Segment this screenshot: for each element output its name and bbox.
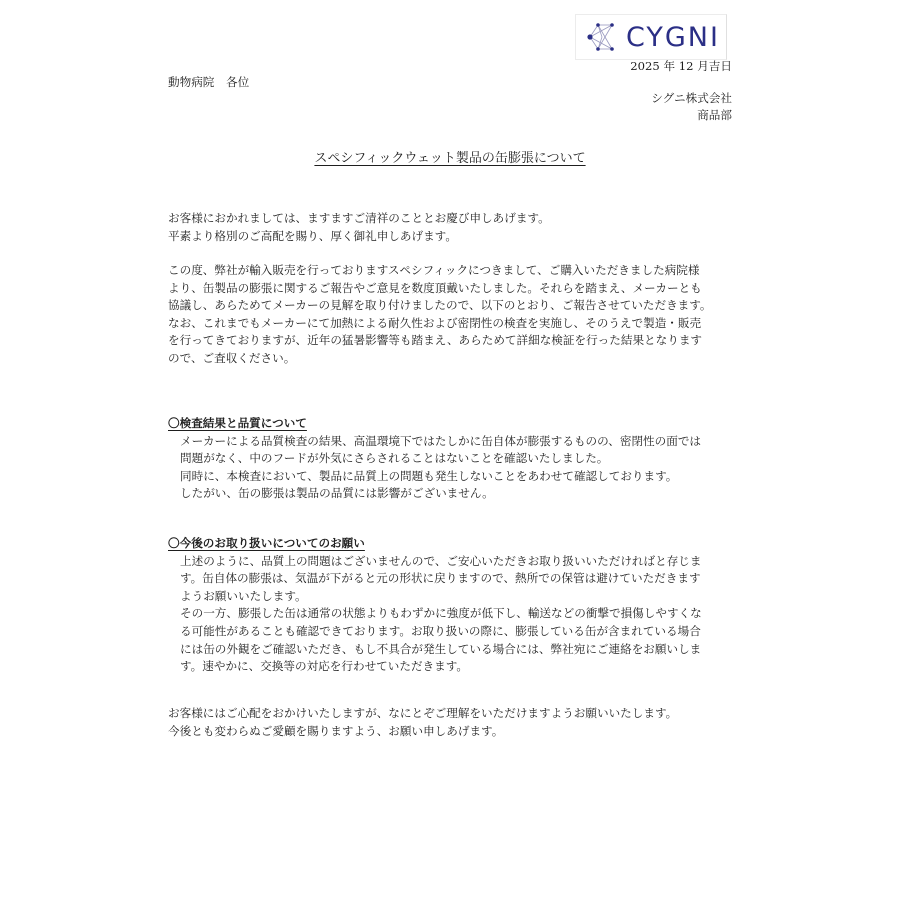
greeting-line: お客様におかれましては、ますますご清祥のこととお慶び申しあげます。 — [168, 211, 550, 225]
intro-line: ので、ご査収ください。 — [168, 350, 296, 365]
section-line: には缶の外観をご確認いただき、もし不具合が発生している場合には、弊社宛にご連絡をお願いしま — [180, 641, 702, 656]
document-title-text: スペシフィックウェット製品の缶膨張について — [314, 151, 586, 166]
section-line: 上述のように、品質上の問題はございませんので、ご安心いただきお取り扱いいただければと存じま — [180, 553, 702, 568]
intro-paragraph — [168, 262, 738, 368]
closing-line: 今後とも変わらぬご愛顧を賜りますよう、お願い申しあげます。 — [168, 723, 504, 738]
section-handling — [168, 535, 738, 676]
intro-line: なお、これまでもメーカーにて加熱による耐久性および密閉性の検査を実施し、そのうえで製造・販売 — [168, 315, 702, 330]
sender-department: 商品部 — [697, 108, 732, 122]
section-line: ようお願いいたします。 — [180, 588, 307, 603]
closing-line: お客様にはご心配をおかけいたしますが、なにとぞご理解をいただけますようお願いいたします。 — [168, 706, 678, 720]
logo-wordmark: CYGNI — [626, 21, 720, 53]
greeting-line: 平素より格別のご高配を賜り、厚く御礼申しあげます。 — [168, 228, 457, 243]
section-line: る可能性があることも確認できております。お取り扱いの際に、膨張している缶が含まれている場合 — [180, 623, 701, 638]
section-line: 問題がなく、中のフードが外気にさらされることはないことを確認いたしました。 — [180, 451, 609, 466]
closing-paragraph — [168, 705, 738, 740]
issue-date: 2025 年 12 月吉日 — [630, 59, 732, 73]
section-line: 同時に、本検査において、製品に品質上の問題も発生しないことをあわせて確認しております。 — [180, 468, 678, 483]
section-quality — [168, 415, 738, 503]
constellation-icon — [586, 21, 618, 53]
section-heading: 〇今後のお取り扱いについてのお願い — [168, 536, 365, 550]
intro-line: この度、弊社が輸入販売を行っておりますスペシフィックにつきまして、ご購入いただきました病院様 — [168, 263, 700, 277]
intro-line: より、缶製品の膨張に関するご報告やご意見を数度頂戴いたしました。それらを踏まえ、メーカーとも — [168, 280, 702, 295]
addressee: 動物病院 各位 — [168, 75, 250, 89]
section-line: す。速やかに、交換等の対応を行わせていただきます。 — [180, 659, 468, 674]
company-logo — [575, 14, 727, 60]
section-line: メーカーによる品質検査の結果、高温環境下ではたしかに缶自体が膨張するものの、密閉性の面では — [180, 433, 702, 448]
section-line: その一方、膨張した缶は通常の状態よりもわずかに強度が低下し、輸送などの衝撃で損傷しやすくな — [180, 606, 702, 621]
section-heading: 〇検査結果と品質について — [168, 416, 307, 430]
intro-line: を行ってきておりますが、近年の猛暑影響等も踏まえ、あらためて詳細な検証を行った結果となります — [168, 333, 703, 348]
greeting-paragraph — [168, 210, 738, 245]
sender-company: シグニ株式会社 — [651, 91, 732, 105]
intro-line: 協議し、あらためてメーカーの見解を取り付けましたので、以下のとおり、ご報告させていただきます。 — [168, 298, 712, 313]
document-title — [0, 150, 900, 168]
section-line: す。缶自体の膨張は、気温が下がると元の形状に戻りますので、熱所での保管は避けていただきます — [180, 571, 701, 586]
section-line: したがい、缶の膨張は製品の品質には影響がございません。 — [180, 486, 494, 501]
